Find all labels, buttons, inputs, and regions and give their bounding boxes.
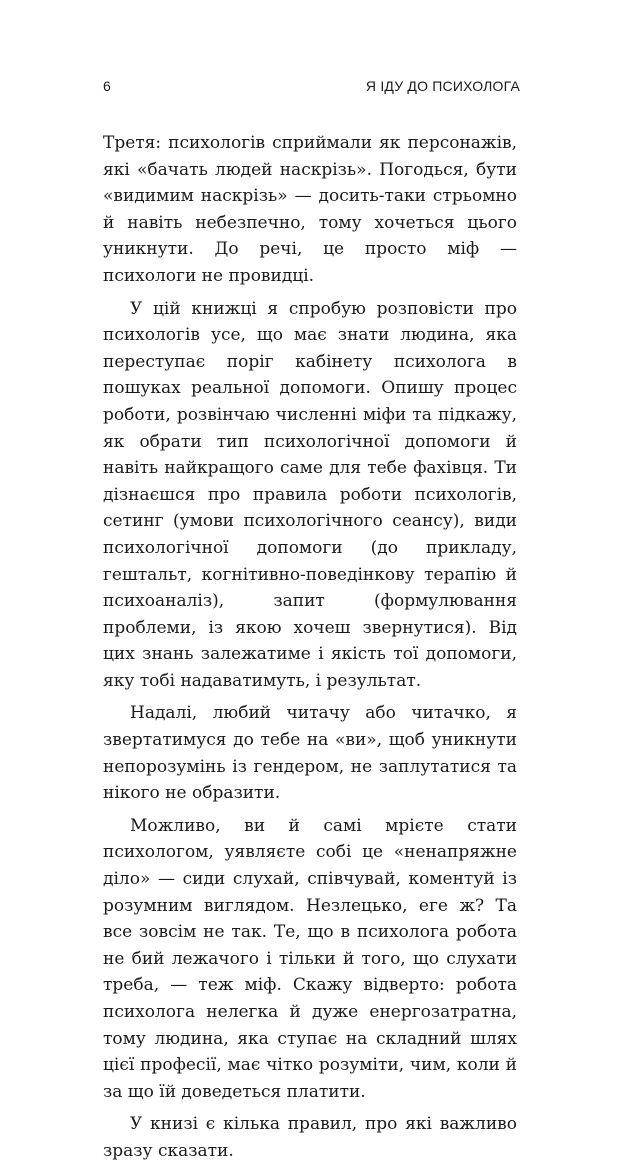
body-text [103, 130, 517, 1171]
paragraph-3: Надалі, любий читачу або читачко, я звертатимуся до тебе на «ви», щоб уникнути непорозумінь із гендером, не заплутатися та нікого не образити. [103, 703, 517, 804]
page-number: 6 [103, 78, 111, 94]
paragraph-2: У цій книжці я спробую розповісти про психологів усе, що має знати людина, яка переступає поріг кабінету психолога в пошуках реальної допомоги. Опишу процес роботи, розвінчаю численні міфи та підкажу, як обрати тип психологічної допомоги й навіть найкращого саме для тебе фахівця. Ти дізнаєшся про правила роботи психологів, сетинг (умови психологічного сеансу), види психологічної допомоги (до прикладу, гештальт, когнітивно-поведінкову терапію й психоаналіз), запит (формулювання проблеми, із якою хочеш звернутися). Від цих знань залежатиме і якість тої допомоги, яку тобі надаватимуть, і результат. [103, 298, 517, 691]
paragraph-5: У книзі є кілька правил, про які важливо зразу сказати. [103, 1114, 517, 1161]
running-title: Я ІДУ ДО ПСИХОЛОГА [365, 78, 520, 94]
running-head [103, 78, 520, 100]
paragraph-1: Третя: психологів сприймали як персонажів, які «бачать людей наскрізь». Погодься, бути «видимим наскрізь» — досить-таки стрьомно й навіть небезпечно, тому хочеться цього уникнути. До речі, це просто міф — психологи не провидці. [103, 133, 517, 286]
paragraph-4: Можливо, ви й самі мрієте стати психологом, уявляєте собі це «ненапряжне діло» — сиди слухай, співчувай, коментуй із розумним виглядом. Незлецько, еге ж? Та все зовсім не так. Те, що в психолога робота не бий лежачого і тільки й того, що слухати треба, — теж міф. Скажу відверто: робота психолога нелегка й дуже енергозатратна, тому людина, яка ступає на складний шлях цієї професії, має чітко розуміти, чим, коли й за що їй доведеться платити. [103, 815, 517, 1102]
